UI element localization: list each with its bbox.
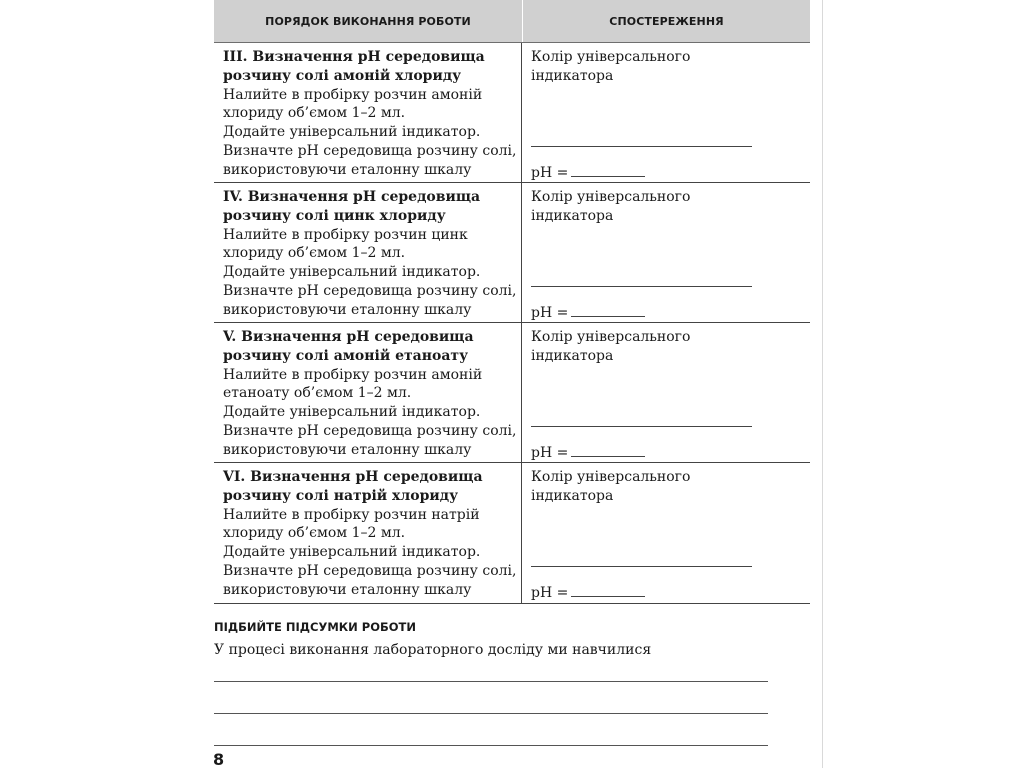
step-instruction: використовуючи еталонну шкалу xyxy=(223,161,472,178)
indicator-color-label: індикатора xyxy=(531,67,614,84)
step-instruction: Додайте універсальний індикатор. xyxy=(223,404,481,421)
observations-column-header: СПОСТЕРЕЖЕННЯ xyxy=(609,14,724,28)
step-title: V. Визначення pH середовища xyxy=(223,329,474,345)
indicator-color-label: Колір універсального xyxy=(531,189,691,205)
ph-label: pH = xyxy=(531,165,569,181)
step-title: розчину солі натрій хлориду xyxy=(223,487,459,504)
table-header xyxy=(214,0,810,43)
observations-cell xyxy=(522,43,810,182)
summary-heading: ПІДБИЙТЕ ПІДСУМКИ РОБОТИ xyxy=(214,620,417,634)
procedure-cell xyxy=(214,183,522,322)
step-instruction: Визначте pH середовища розчину солі, xyxy=(223,282,517,299)
ph-label: pH = xyxy=(531,585,569,601)
step-instruction: використовуючи еталонну шкалу xyxy=(223,301,472,318)
procedure-cell xyxy=(214,463,522,603)
ph-answer xyxy=(531,582,645,602)
step-instruction: Визначте pH середовища розчину солі, xyxy=(223,562,517,579)
ph-label: pH = xyxy=(531,305,569,321)
step-instruction: Додайте універсальний індикатор. xyxy=(223,544,481,561)
step-instruction: хлориду об’ємом 1–2 мл. xyxy=(223,105,406,122)
summary-answer-line[interactable] xyxy=(214,681,768,682)
observations-cell xyxy=(522,463,810,603)
table-row xyxy=(214,183,810,323)
ph-label: pH = xyxy=(531,445,569,461)
observations-cell xyxy=(522,183,810,322)
procedure-cell xyxy=(214,323,522,462)
step-title: IV. Визначення pH середовища xyxy=(223,189,481,205)
lab-work-table xyxy=(214,0,810,604)
indicator-color-label: Колір універсального xyxy=(531,49,691,65)
step-instruction: Налийте в пробірку розчин натрій xyxy=(223,506,480,523)
observations-cell xyxy=(522,323,810,462)
indicator-color-label: індикатора xyxy=(531,487,614,504)
indicator-color-answer-line[interactable] xyxy=(531,566,752,567)
procedure-cell xyxy=(214,43,522,182)
ph-answer-blank[interactable] xyxy=(571,162,645,177)
step-instruction: Налийте в пробірку розчин амоній xyxy=(223,366,483,383)
page-edge-rule xyxy=(822,0,823,768)
ph-answer-blank[interactable] xyxy=(571,302,645,317)
table-row xyxy=(214,323,810,463)
step-instruction: Визначте pH середовища розчину солі, xyxy=(223,422,517,439)
indicator-color-answer-line[interactable] xyxy=(531,146,752,147)
indicator-color-label: Колір універсального xyxy=(531,329,691,345)
summary-answer-line[interactable] xyxy=(214,713,768,714)
step-instruction: Налийте в пробірку розчин цинк xyxy=(223,226,468,243)
step-instruction: використовуючи еталонну шкалу xyxy=(223,581,472,598)
page-number: 8 xyxy=(213,750,225,769)
indicator-color-label: індикатора xyxy=(531,347,614,364)
summary-section xyxy=(214,620,774,658)
indicator-color-answer-line[interactable] xyxy=(531,426,752,427)
step-instruction: хлориду об’ємом 1–2 мл. xyxy=(223,525,406,542)
step-instruction: Налийте в пробірку розчин амоній xyxy=(223,86,483,103)
indicator-color-label: індикатора xyxy=(531,207,614,224)
step-title: розчину солі амоній етаноату xyxy=(223,347,469,364)
procedure-column-header: ПОРЯДОК ВИКОНАННЯ РОБОТИ xyxy=(214,0,523,42)
ph-answer xyxy=(531,442,645,462)
ph-answer xyxy=(531,302,645,322)
ph-answer-blank[interactable] xyxy=(571,582,645,597)
step-title: розчину солі цинк хлориду xyxy=(223,207,446,224)
step-instruction: Визначте pH середовища розчину солі, xyxy=(223,142,517,159)
table-row xyxy=(214,463,810,604)
step-instruction: хлориду об’ємом 1–2 мл. xyxy=(223,245,406,262)
ph-answer-blank[interactable] xyxy=(571,442,645,457)
step-instruction: Додайте універсальний індикатор. xyxy=(223,264,481,281)
step-title: III. Визначення pH середовища xyxy=(223,49,485,65)
indicator-color-answer-line[interactable] xyxy=(531,286,752,287)
table-row xyxy=(214,43,810,183)
summary-answer-line[interactable] xyxy=(214,745,768,746)
summary-prompt: У процесі виконання лабораторного досліду ми навчилися xyxy=(214,642,652,658)
step-instruction: Додайте універсальний індикатор. xyxy=(223,124,481,141)
step-title: VI. Визначення pH середовища xyxy=(223,469,483,485)
step-instruction: етаноату об’ємом 1–2 мл. xyxy=(223,385,412,402)
step-instruction: використовуючи еталонну шкалу xyxy=(223,441,472,458)
indicator-color-label: Колір універсального xyxy=(531,469,691,485)
ph-answer xyxy=(531,162,645,182)
step-title: розчину солі амоній хлориду xyxy=(223,67,462,84)
